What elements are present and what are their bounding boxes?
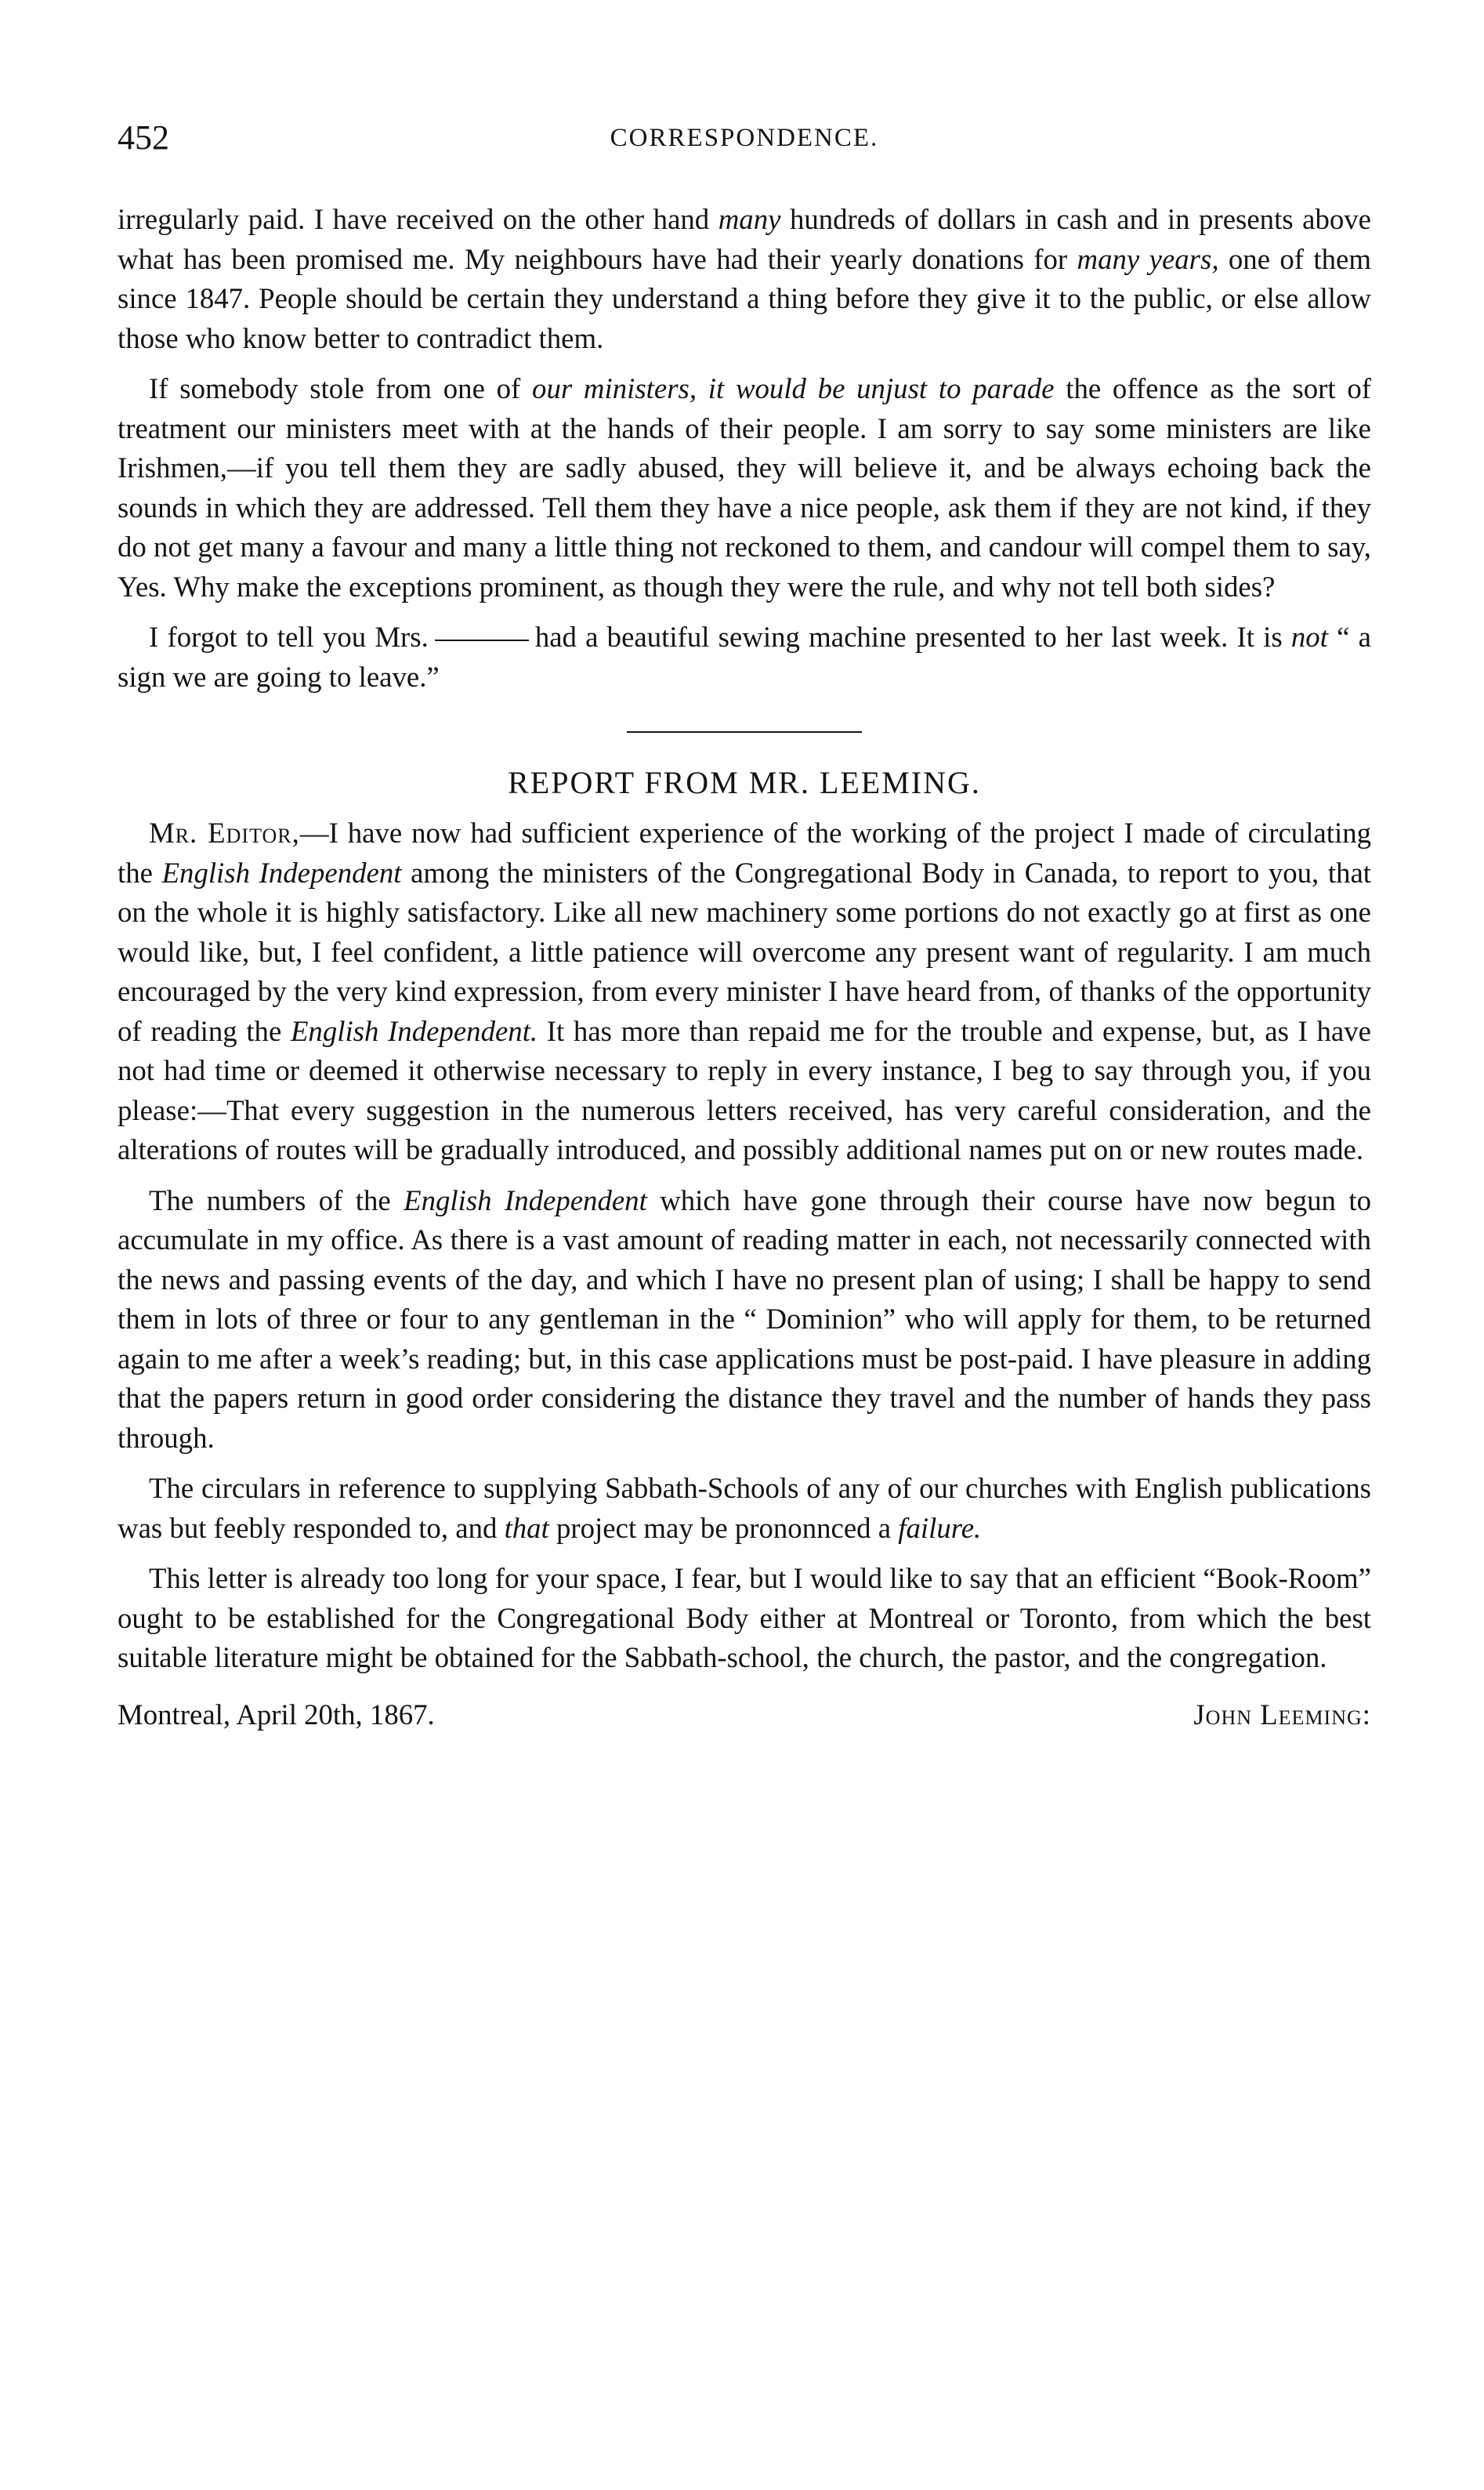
page-header: [118, 118, 1371, 172]
paragraph: Mr. Editor,—I have now had sufficient experience of the working of the project I made of circulating the English Independent among the ministers of the Congregational Body in Canada, to report to you, that on the whole it is highly satisfactory. Like all new machinery some portions do not exactly go at first as one would like, but, I feel confident, a little patience will overcome any present want of regularity. I am much encouraged by the very kind expression, from every minister I have heard from, of thanks of the opportunity of reading the English Independent. It has more than repaid me for the trouble and expense, but, as I have not had time or deemed it otherwise necessary to reply in every instance, I beg to say through you, if you please:—That every suggestion in the numerous letters received, has very careful consideration, and the alterations of routes will be gradually introduced, and possibly additional names put on or new routes made.: [118, 817, 1372, 1165]
page-body: [118, 200, 1371, 1734]
letter-continuation: [118, 200, 1371, 697]
paragraph: I forgot to tell you Mrs. had a beautiful sewing machine presented to her last week. It is not “ a sign we are going to leave.”: [118, 621, 1371, 693]
page-number: 452: [118, 118, 169, 157]
section-title: REPORT FROM MR. LEEMING.: [508, 765, 981, 800]
running-head: CORRESPONDENCE.: [610, 124, 879, 152]
paragraph: This letter is already too long for your space, I fear, but I would like to say that an efficient “Book-Room” ought to be established for the Congregational Body either at Montreal or Toronto, from which the best suitable literature might be obtained for the Sabbath-school, the church, the pastor, and the congregation.: [118, 1562, 1371, 1673]
name-blank-dash: [435, 640, 529, 641]
signature: John Leeming:: [1193, 1698, 1371, 1731]
report-section: [118, 764, 1371, 1734]
paragraph: irregularly paid. I have received on the other hand many hundreds of dollars in cash and in presents above what has been promised me. My neighbours have had their yearly donations for many years, one of them since 1847. People should be certain they understand a thing before they give it to the public, or else allow those who know better to contradict them.: [118, 203, 1372, 354]
salutation: Mr. Editor,: [149, 817, 300, 849]
paragraph: The numbers of the English Independent which have gone through their course have now begun to accumulate in my office. As there is a vast amount of reading matter in each, not necessarily connected with the news and passing events of the day, and which I have no present plan of using; I shall be happy to send them in lots of three or four to any gentleman in the “ Dominion” who will apply for them, to be returned again to me after a week’s reading; but, in this case applications must be post-paid. I have pleasure in adding that the papers return in good order considering the distance they travel and the number of hands they pass through.: [118, 1183, 1371, 1454]
section-divider: [627, 731, 862, 733]
letter-date: Montreal, April 20th, 1867.: [118, 1698, 435, 1731]
signoff: [118, 1695, 1371, 1735]
paragraph: If somebody stole from one of our ministers, it would be unjust to parade the offence as the sort of treatment our ministers meet with at the hands of their people. I am sorry to say some ministers are like Irishmen,—if you tell them they are sadly abused, they will believe it, and be always echoing back the sounds in which they are addressed. Tell them they have a nice people, ask them if they are not kind, if they do not get many a favour and many a little thing not reckoned to them, and candour will compel them to say, Yes. Why make the exceptions prominent, as though they were the rule, and why not tell both sides?: [118, 372, 1371, 603]
paragraph: The circulars in reference to supplying Sabbath-Schools of any of our churches with English publications was but feebly responded to, and that project may be prononnced a failure.: [118, 1472, 1371, 1544]
